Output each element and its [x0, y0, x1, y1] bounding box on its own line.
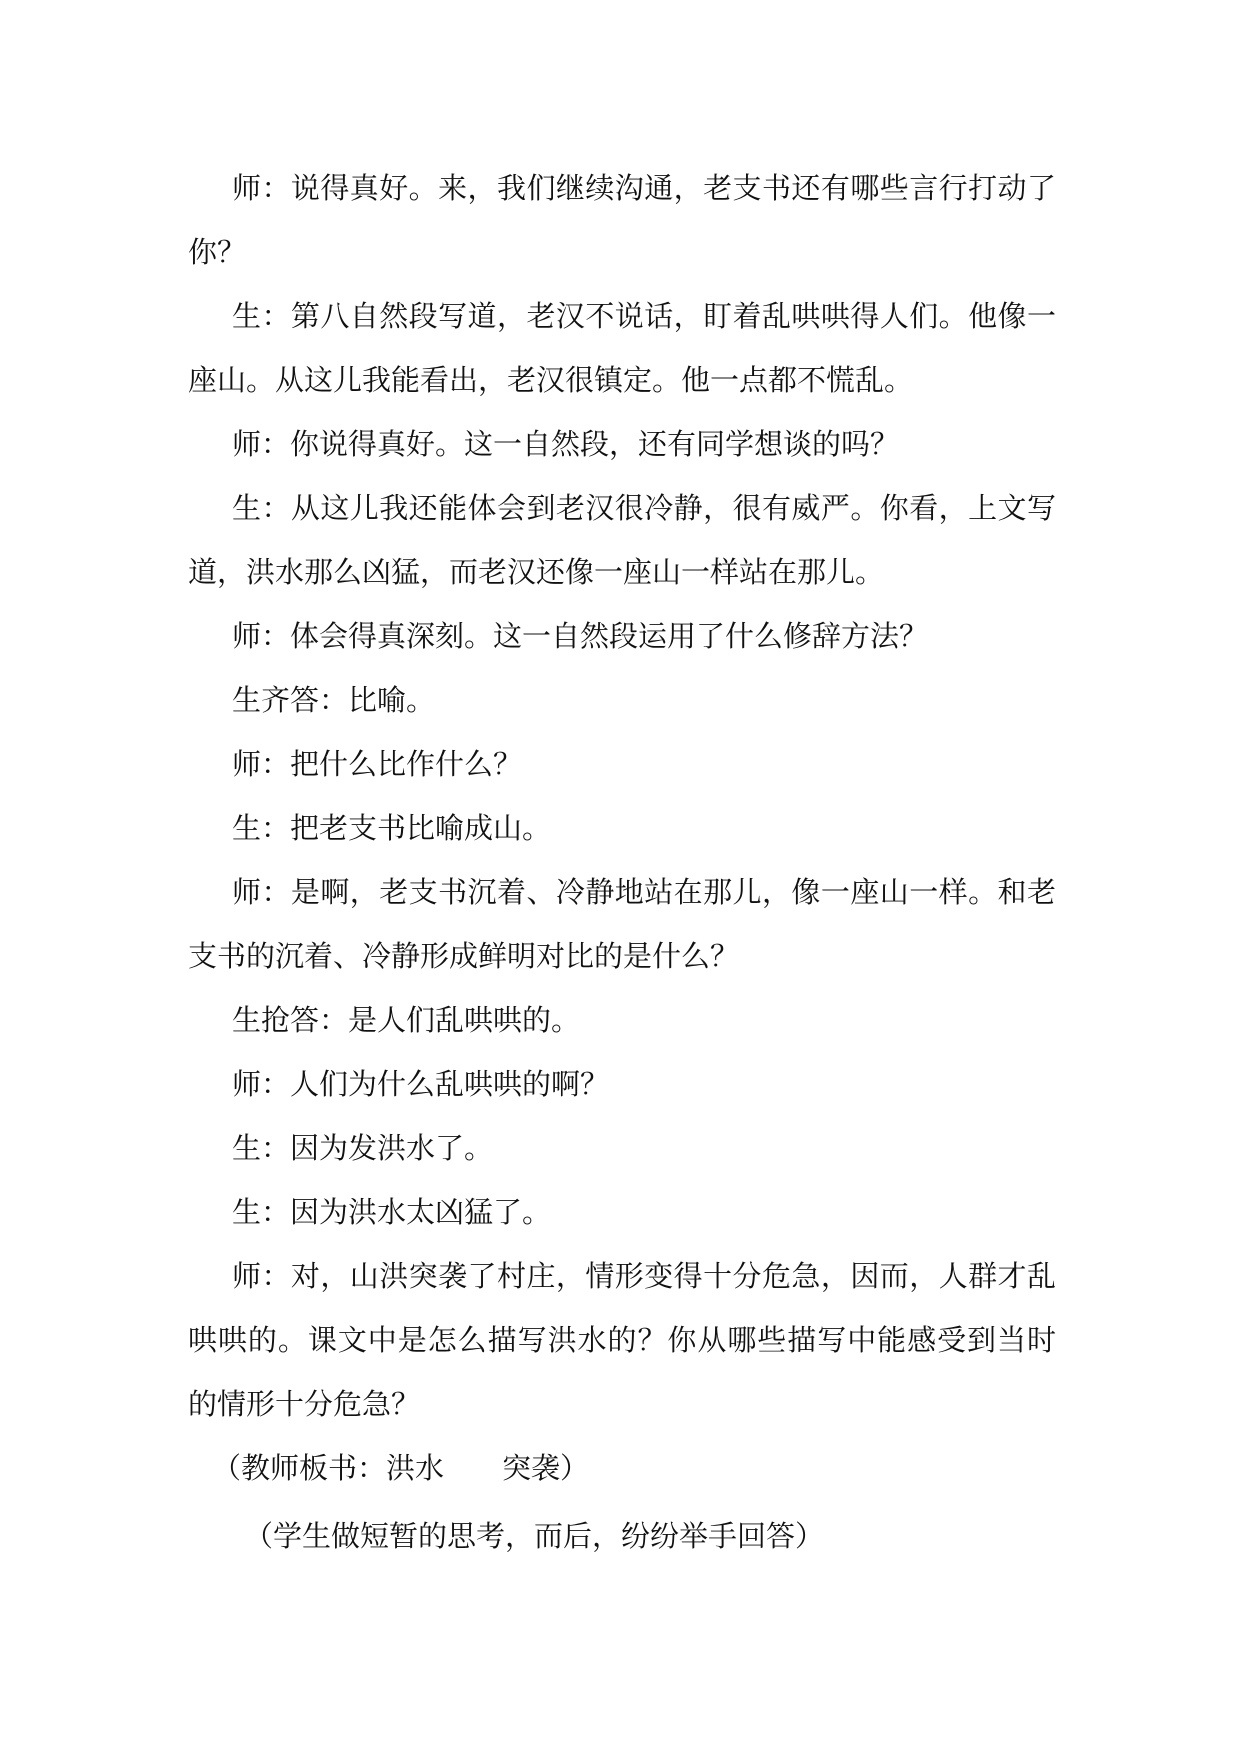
paragraph-student-3: 生：把老支书比喻成山。 [232, 811, 552, 845]
paragraph-teacher-5: 师：是啊，老支书沉着、冷静地站在那儿，像一座山一样。和老支书的沉着、冷静形成鲜明对比的是什么？ [188, 875, 1056, 973]
paragraph-student-5: 生：因为洪水太凶猛了。 [232, 1195, 552, 1229]
paragraph-teacher-2: 师：你说得真好。这一自然段，还有同学想谈的吗？ [232, 427, 900, 461]
paragraph-teacher-3: 师：体会得真深刻。这一自然段运用了什么修辞方法？ [232, 619, 929, 653]
paragraph-teacher-6: 师：人们为什么乱哄哄的啊？ [232, 1067, 610, 1101]
paragraph-blackboard-note: （教师板书：洪水 突袭） [212, 1451, 590, 1485]
paragraph-teacher-1: 师：说得真好。来，我们继续沟通，老支书还有哪些言行打动了你？ [188, 171, 1056, 269]
paragraph-student-2: 生：从这儿我还能体会到老汉很冷静，很有威严。你看，上文写道，洪水那么凶猛，而老汉还像一座山一样站在那儿。 [188, 491, 1056, 589]
paragraph-student-1: 生：第八自然段写道，老汉不说话，盯着乱哄哄得人们。他像一座山。从这儿我能看出，老汉很镇定。他一点都不慌乱。 [188, 299, 1056, 397]
paragraph-students-chorus: 生齐答：比喻。 [232, 683, 436, 717]
paragraph-student-rush-answer: 生抢答：是人们乱哄哄的。 [232, 1003, 581, 1037]
paragraph-teacher-7: 师：对，山洪突袭了村庄，情形变得十分危急，因而，人群才乱哄哄的。课文中是怎么描写洪水的？你从哪些描写中能感受到当时的情形十分危急？ [188, 1259, 1056, 1421]
paragraph-student-4: 生：因为发洪水了。 [232, 1131, 494, 1165]
paragraph-teacher-4: 师：把什么比作什么？ [232, 747, 523, 781]
lesson-transcript [188, 156, 1056, 1568]
paragraph-stage-direction: （学生做短暂的思考，而后，纷纷举手回答） [244, 1519, 825, 1553]
